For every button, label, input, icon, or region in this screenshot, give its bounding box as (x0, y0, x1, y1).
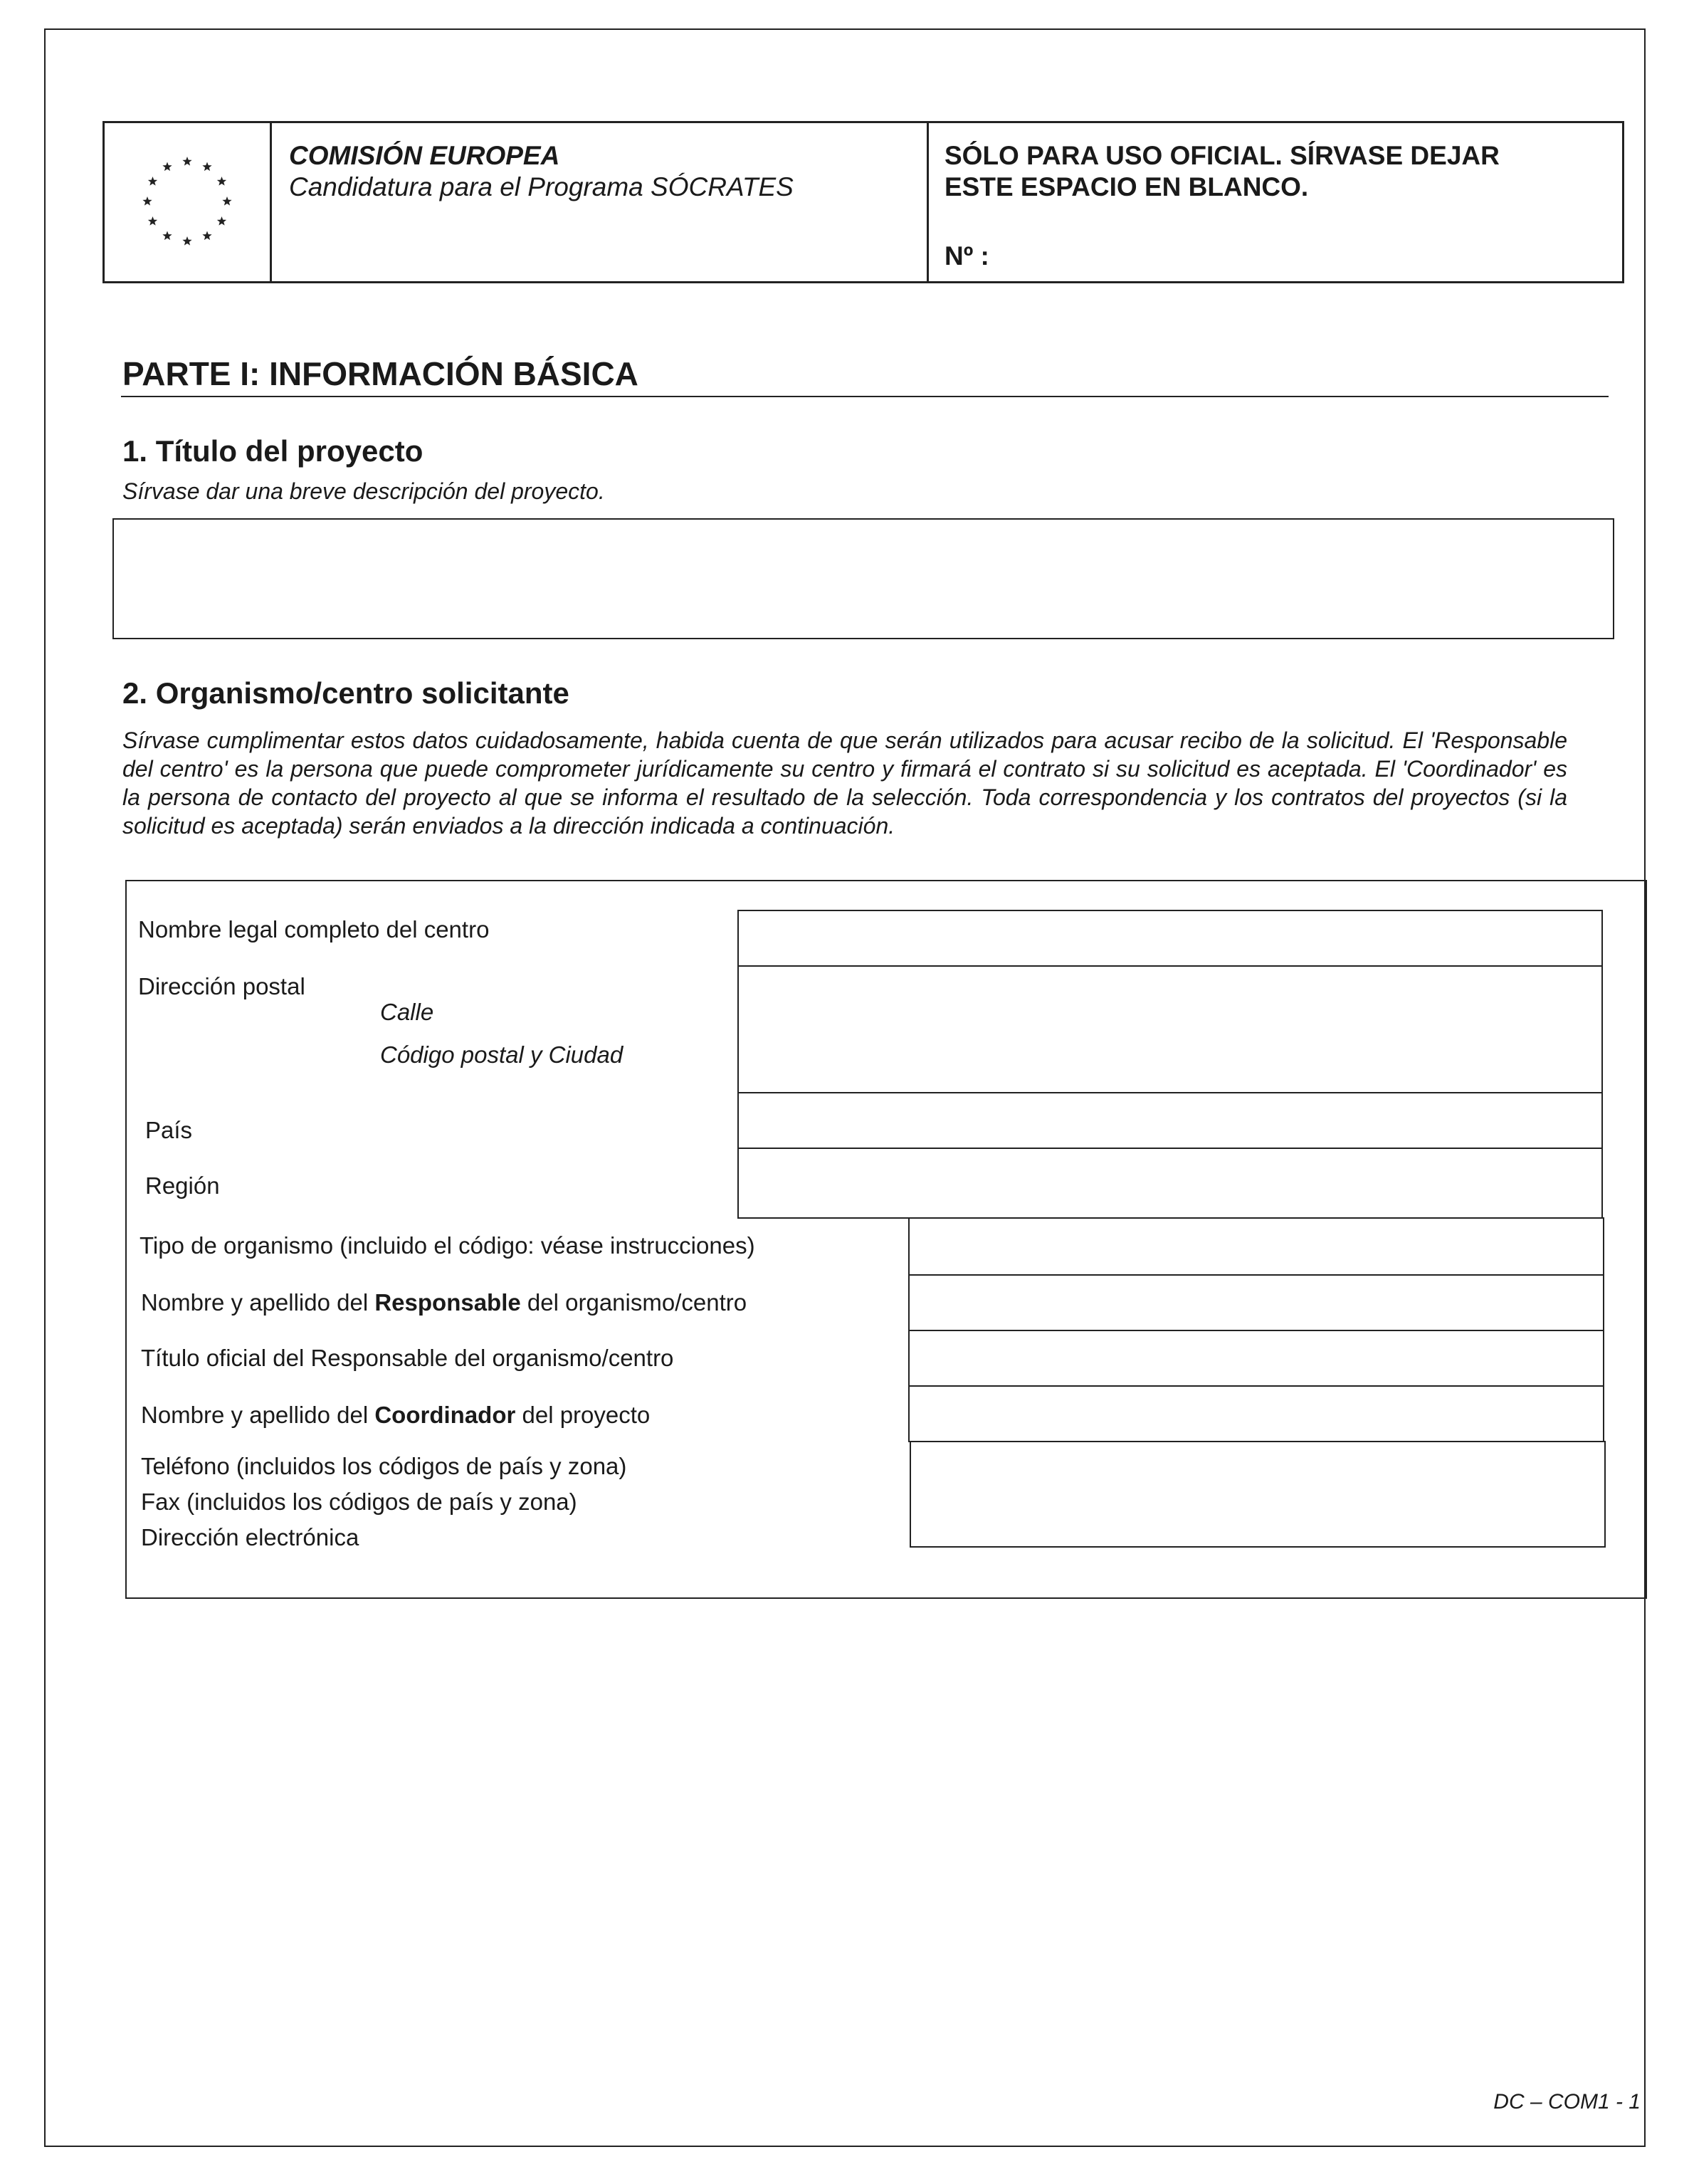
legal-name-label: Nombre legal completo del centro (138, 916, 490, 943)
country-field[interactable] (737, 1092, 1603, 1149)
official-use-line-2: ESTE ESPACIO EN BLANCO. (945, 172, 1309, 201)
region-field[interactable] (737, 1148, 1603, 1219)
fax-label: Fax (incluidos los códigos de país y zona) (141, 1489, 577, 1515)
responsible-title-label: Título oficial del Responsable del organismo/centro (141, 1345, 674, 1371)
responsible-name-field[interactable] (908, 1274, 1604, 1331)
legal-name-field[interactable] (737, 910, 1603, 967)
form-code: DC – COM1 - 1 (1493, 2090, 1641, 2114)
star-icon (182, 157, 191, 166)
star-icon (182, 236, 191, 246)
street-label: Calle (380, 999, 434, 1025)
star-icon (162, 231, 172, 241)
section1-title: 1. Título del proyecto (122, 434, 423, 468)
contact-details-field[interactable] (910, 1441, 1606, 1548)
star-icon (148, 177, 157, 186)
coordinator-name-pre: Nombre y apellido del (141, 1402, 375, 1428)
org-type-label: Tipo de organismo (incluido el código: véase instrucciones) (140, 1232, 755, 1259)
star-icon (142, 196, 152, 206)
star-icon (202, 231, 211, 241)
coordinator-name-bold: Coordinador (374, 1402, 516, 1428)
region-label: Región (145, 1172, 220, 1199)
postcode-city-label: Código postal y Ciudad (380, 1041, 623, 1068)
coordinator-name-field[interactable] (908, 1385, 1604, 1442)
phone-label: Teléfono (incluidos los códigos de país y zona) (141, 1453, 627, 1479)
coordinator-name-post: del proyecto (515, 1402, 651, 1428)
responsible-title-field[interactable] (908, 1330, 1604, 1387)
official-use-box (929, 123, 1622, 281)
star-icon (217, 177, 226, 186)
section1-description: Sírvase dar una breve descripción del proyecto. (122, 478, 605, 504)
section2-title: 2. Organismo/centro solicitante (122, 676, 569, 710)
country-label: País (145, 1117, 193, 1143)
program-name: Candidatura para el Programa SÓCRATES (289, 172, 794, 201)
org-type-field[interactable] (908, 1217, 1604, 1276)
part-title: PARTE I: INFORMACIÓN BÁSICA (122, 355, 638, 392)
responsible-name-label (141, 1288, 747, 1317)
number-label: Nº : (945, 241, 989, 271)
coordinator-name-label (141, 1401, 650, 1429)
header-organization (272, 123, 929, 281)
responsible-name-post: del organismo/centro (520, 1289, 747, 1316)
star-icon (217, 216, 226, 226)
project-title-field[interactable] (112, 518, 1614, 639)
official-use-line-1: SÓLO PARA USO OFICIAL. SÍRVASE DEJAR (945, 141, 1500, 170)
star-icon (202, 162, 211, 172)
header-table (102, 121, 1624, 283)
responsible-name-pre: Nombre y apellido del (141, 1289, 375, 1316)
star-icon (162, 162, 172, 172)
eu-stars-icon (105, 123, 272, 281)
organization-name: COMISIÓN EUROPEA (289, 141, 560, 170)
responsible-name-bold: Responsable (374, 1289, 521, 1316)
postal-address-label: Dirección postal (138, 973, 305, 999)
section2-description: Sírvase cumplimentar estos datos cuidadosamente, habida cuenta de que serán utilizados para acusar recibo de la solicitud. El 'Responsable del centro' es la persona que puede comprometer jurídicamente su centro y firmará el contrato si su solicitud es aceptada. El 'Coordinador' es la persona de contacto del proyecto al que se informa el resultado de la selección. Toda correspondencia y los contratos del proyectos (si la solicitud es aceptada) serán enviados a la dirección indicada a continuación. (122, 728, 1567, 839)
email-label: Dirección electrónica (141, 1524, 359, 1550)
star-icon (148, 216, 157, 226)
part-divider (121, 396, 1609, 397)
star-icon (222, 196, 231, 206)
postal-address-field[interactable] (737, 965, 1603, 1093)
